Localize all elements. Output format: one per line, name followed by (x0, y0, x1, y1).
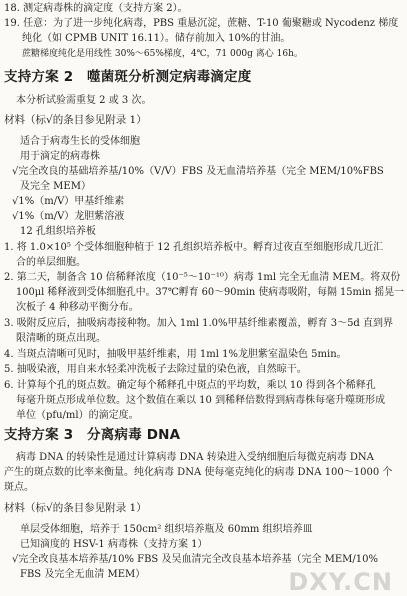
materials-heading-2: 材料（标√的条目参见附录 1） (4, 502, 147, 514)
section-3-paragraph: 斑点。 (4, 482, 34, 493)
protocol-step-2: 2. 第二天，制备含 10 倍稀释浓度（10⁻⁵～10⁻¹⁰）病毒 1ml 完全无血清 MEM。将双份 (4, 272, 401, 283)
section-heading-3: 支持方案 3 分离病毒 DNA (4, 427, 181, 443)
protocol-step-2-cont: 100μl 稀释液到受体细胞孔中。37℃孵育 60～90min 使病毒吸附，每隔 15min 摇晃一 (16, 287, 404, 298)
protocol-step-3: 3. 吸附反应后，抽吸病毒接种物。加入 1ml 1.0%甲基纤维素覆盖，孵育 3～5d 直到界 (4, 318, 394, 329)
protocol-step-5: 5. 抽吸染液，用自来水轻柔冲洗板子去除过量的染色液，自然晾干。 (4, 364, 307, 375)
step-18: 18. 测定病毒株的滴定度（支持方案 2）。 (4, 3, 188, 14)
protocol-step-6: 6. 计算每个孔的斑点数。确定每个稀释孔中斑点的平均数，乘以 10 得到各个稀释孔 (4, 380, 376, 391)
protocol-step-4: 4. 当斑点清晰可见时，抽吸甲基纤维素，用 1ml 1%龙胆紫室温染色 5min。 (4, 349, 347, 360)
material-item: √1%（m/V）龙胆紫溶液 (12, 211, 125, 222)
protocol-step-2-cont: 次板子 4 种移动平衡分布。 (16, 302, 139, 313)
intro-paragraph: 本分析试验需重复 2 或 3 次。 (16, 95, 152, 106)
step-19: 19. 任意：为了进一步纯化病毒，PBS 重悬沉淀，蔗糖、T-10 葡聚糖或 Nycodenz 梯度 (4, 18, 399, 29)
material-item: √1%（m/V）甲基纤维素 (12, 196, 125, 207)
watermark: DXY.CN (288, 568, 393, 596)
material-item-cont: FBS 及完全无血清 MEM） (20, 569, 146, 580)
material-item-cont: 及完全 MEM） (20, 181, 91, 192)
material-item: 已知滴度的 HSV-1 病毒株（支持方案 1） (20, 539, 208, 550)
section-3-paragraph: 病毒 DNA 的转染性是通过计算病毒 DNA 转染进入受纳细胞后每微克病毒 DNA (16, 452, 374, 463)
materials-heading: 材料（标√的条目参见附录 1） (4, 114, 147, 126)
material-item: √完全改良基本培养基/10% FBS 及吴血清完全改良基本培养基（完全 MEM/10% (12, 554, 379, 565)
material-item: 12 孔组织培养板 (20, 226, 96, 237)
material-item: 单层受体细胞，培养于 150cm² 组织培养瓶及 60mm 组织培养皿 (20, 524, 313, 535)
material-item: 适合于病毒生长的受体细胞 (20, 136, 140, 147)
protocol-step-3-cont: 限清晰的斑点出现。 (16, 333, 106, 344)
protocol-step-6-cont: 单位（pfu/ml）的滴定度。 (16, 410, 139, 421)
material-item: √完全改良的基础培养基/10%（V/V）FBS 及无血清培养基（完全 MEM/10%FBS (12, 166, 384, 177)
material-item: 用于滴定的病毒株 (20, 151, 100, 162)
step-19-note: 蔗糖梯度纯化是用线性 30%～65%梯度，4℃，71 000g 离心 16h。 (22, 49, 303, 59)
protocol-step-1-cont: 合的单层细胞。 (16, 257, 86, 268)
step-19-cont: 纯化（如 CPMB UNIT 16.11）。储存前加入 10%的甘油。 (22, 33, 291, 44)
section-3-paragraph: 产生的斑点数的比率来衡量。纯化病毒 DNA 使每毫克纯化的病毒 DNA 100～1000 个 (4, 467, 393, 478)
protocol-step-6-cont: 每毫升斑点形成单位数。这个数值在乘以 10 到稀释倍数得到病毒株每毫升噬斑形成 (16, 395, 386, 406)
protocol-step-1: 1. 将 1.0×10⁵ 个受体细胞种植于 12 孔组织培养板中。孵育过夜直至细胞形成几近汇 (4, 242, 384, 253)
section-heading-2: 支持方案 2 噬菌斑分析测定病毒滴定度 (4, 69, 252, 85)
